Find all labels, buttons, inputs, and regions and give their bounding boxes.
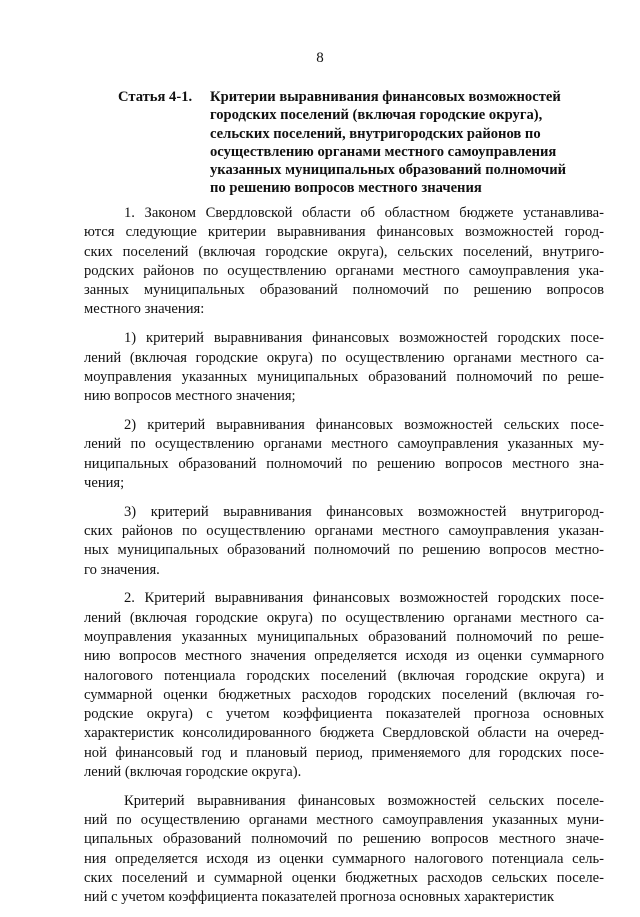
paragraph-line: Критерий выравнивания финансовых возможностей сельских поселе-	[124, 792, 604, 809]
paragraph	[84, 792, 604, 908]
paragraph-line: ной финансовый год и плановый период, применяемого для городских посе-	[84, 744, 604, 761]
article-label: Статья 4-1.	[118, 89, 193, 105]
article-title-line: сельских поселений, внутригородских районов по	[210, 125, 541, 142]
paragraph-line: лений (включая городские округа) по осуществлению органами местного са-	[84, 349, 604, 366]
paragraph	[84, 416, 604, 493]
paragraph-line: ских районов по осуществлению органами местного самоуправления указан-	[84, 522, 604, 539]
paragraph	[84, 589, 604, 782]
paragraph	[84, 503, 604, 580]
paragraph-line: лений (включая городские округа) по осуществлению органами местного са-	[84, 609, 604, 626]
paragraph-line: налогового потенциала городских поселений (включая городские округа) и	[84, 667, 604, 684]
paragraph-line: ний с учетом коэффициента показателей прогноза основных характеристик	[84, 889, 555, 906]
paragraph-line: 2) критерий выравнивания финансовых возможностей сельских посе-	[124, 416, 604, 433]
paragraph-line: родские округа) с учетом коэффициента показателей прогноза основных	[84, 706, 604, 723]
paragraph	[84, 329, 604, 406]
paragraph-line: ния определяется исходя из оценки суммарного налогового потенциала сель-	[84, 850, 604, 867]
paragraph-line: 1) критерий выравнивания финансовых возможностей городских посе-	[124, 330, 604, 347]
paragraph-line: занных муниципальных образований полномочий по решению вопросов	[84, 282, 604, 299]
paragraph-line: суммарной оценки бюджетных расходов городских поселений (включая го-	[84, 686, 604, 703]
paragraph-line: лений (включая городские округа).	[84, 764, 302, 781]
paragraph	[84, 204, 604, 320]
paragraph-line: характеристик консолидированного бюджета Свердловской области на очеред-	[84, 725, 604, 742]
paragraph-line: ских поселений (включая городские округа), сельских поселений, внутриго-	[84, 243, 604, 260]
article-title	[210, 88, 598, 198]
article-heading	[118, 88, 598, 198]
page-number: 8	[316, 50, 324, 66]
document-body	[84, 204, 604, 917]
paragraph-line: 3) критерий выравнивания финансовых возможностей внутригород-	[124, 503, 604, 520]
paragraph-line: ний по осуществлению органами местного самоуправления указанных муни-	[84, 812, 604, 829]
article-title-line: указанных муниципальных образований полномочий	[210, 162, 567, 179]
article-title-line: по решению вопросов местного значения	[210, 180, 482, 197]
article-title-line: осуществлению органами местного самоуправления	[210, 143, 557, 160]
paragraph-line: чения;	[84, 474, 125, 491]
paragraph-line: ются следующие критерии выравнивания финансовых возможностей город-	[84, 224, 604, 241]
paragraph-line: родских районов по осуществлению органами местного самоуправления ука-	[84, 262, 604, 279]
paragraph-line: нию вопросов местного значения определяется исходя из оценки суммарного	[84, 648, 604, 665]
paragraph-line: 1. Законом Свердловской области об областном бюджете устанавлива-	[124, 205, 604, 221]
paragraph-line: моуправления указанных муниципальных образований полномочий по реше-	[84, 368, 604, 385]
article-title-line: городских поселений (включая городские округа),	[210, 107, 543, 124]
article-title-line: Критерии выравнивания финансовых возможностей	[210, 89, 561, 105]
paragraph-line: ских поселений и суммарной оценки бюджетных расходов сельских поселе-	[84, 870, 604, 886]
paragraph-line: моуправления указанных муниципальных образований полномочий по реше-	[84, 628, 604, 645]
paragraph-line: лений по осуществлению органами местного самоуправления указанных му-	[84, 436, 604, 453]
paragraph-line: ных муниципальных образований полномочий по решению вопросов местно-	[84, 542, 604, 559]
paragraph-line: 2. Критерий выравнивания финансовых возможностей городских посе-	[124, 590, 604, 607]
paragraph-line: го значения.	[84, 561, 160, 578]
paragraph-line: местного значения:	[84, 301, 205, 318]
paragraph-line: ниципальных образований полномочий по решению вопросов местного зна-	[84, 455, 604, 472]
paragraph-line: нию вопросов местного значения;	[84, 388, 296, 405]
paragraph-line: ципальных образований полномочий по решению вопросов местного значе-	[84, 831, 604, 848]
